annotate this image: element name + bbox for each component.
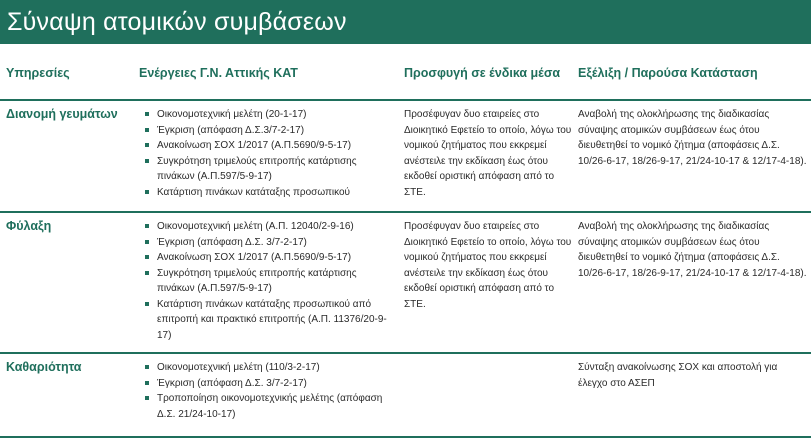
list-item: Κατάρτιση πινάκων κατάταξης προσωπικού (143, 185, 393, 201)
list-item: Κατάρτιση πινάκων κατάταξης προσωπικού από επιτροπή και πρακτικό επιτροπής (Α.Π. 11376/20-9-17) (143, 297, 393, 344)
list-item: Συγκρότηση τριμελούς επιτροπής κατάρτισης πινάκων (Α.Π.597/5-9-17) (143, 266, 393, 297)
appeal-text: Προσέφυγαν δυο εταιρείες στο Διοικητικό Εφετείο το οποίο, λόγω του νομικού ζητήματος που εκκρεμεί ανέστειλε την εκδίκαση έως ότου εκδοθεί οριστική απόφαση από το ΣΤΕ. (404, 221, 572, 310)
list-item: Συγκρότηση τριμελούς επιτροπής κατάρτισης πινάκων (Α.Π.597/5-9-17) (143, 154, 393, 185)
list-item: Οικονομοτεχνική μελέτη (20-1-17) (143, 107, 393, 123)
list-item: Οικονομοτεχνική μελέτη (Α.Π. 12040/2-9-16) (143, 219, 393, 235)
actions-list (143, 360, 393, 422)
list-item: Τροποποίηση οικονομοτεχνικής μελέτης (απόφαση Δ.Σ. 21/24-10-17) (143, 391, 393, 422)
page-title: Σύναψη ατομικών συμβάσεων (0, 0, 811, 44)
table-row (0, 354, 811, 438)
appeal-text: Προσέφυγαν δυο εταιρείες στο Διοικητικό Εφετείο το οποίο, λόγω του νομικού ζητήματος που εκκρεμεί ανέστειλε την εκδίκαση έως ότου εκδοθεί οριστική απόφαση από το ΣΤΕ. (404, 109, 572, 198)
actions-list (143, 219, 393, 343)
header-services: Υπηρεσίες (6, 66, 70, 80)
status-text: Αναβολή της ολοκλήρωσης της διαδικασίας σύναψης ατομικών συμβάσεων έως ότου διευθετηθεί το νομικό ζήτημα (αποφάσεις Δ.Σ. 10/26-6-17, 18/26-9-17, 21/24-10-17 & 12/17-4-18). (578, 221, 807, 279)
table-row (0, 101, 811, 213)
list-item: Έγκριση (απόφαση Δ.Σ. 3/7-2-17) (143, 376, 393, 392)
list-item: Οικονομοτεχνική μελέτη (110/3-2-17) (143, 360, 393, 376)
status-text: Αναβολή της ολοκλήρωσης της διαδικασίας σύναψης ατομικών συμβάσεων έως ότου διευθετηθεί το νομικό ζήτημα (αποφάσεις Δ.Σ. 10/26-6-17, 18/26-9-17, 21/24-10-17 & 12/17-4-18). (578, 109, 807, 167)
list-item: Ανακοίνωση ΣΟΧ 1/2017 (Α.Π.5690/9-5-17) (143, 138, 393, 154)
list-item: Έγκριση (απόφαση Δ.Σ.3/7-2-17) (143, 123, 393, 139)
header-actions: Ενέργειες Γ.Ν. Αττικής ΚΑΤ (139, 66, 298, 80)
table-header (0, 44, 811, 101)
header-appeal: Προσφυγή σε ένδικα μέσα (404, 66, 561, 80)
service-name: Καθαριότητα (6, 360, 82, 374)
list-item: Έγκριση (απόφαση Δ.Σ. 3/7-2-17) (143, 235, 393, 251)
actions-list (143, 107, 393, 200)
list-item: Ανακοίνωση ΣΟΧ 1/2017 (Α.Π.5690/9-5-17) (143, 250, 393, 266)
service-name: Διανομή γευμάτων (6, 107, 118, 121)
status-text: Σύνταξη ανακοίνωσης ΣΟΧ και αποστολή για έλεγχο στο ΑΣΕΠ (578, 362, 778, 389)
service-name: Φύλαξη (6, 219, 52, 233)
table-row (0, 213, 811, 354)
header-status: Εξέλιξη / Παρούσα Κατάσταση (578, 66, 758, 80)
